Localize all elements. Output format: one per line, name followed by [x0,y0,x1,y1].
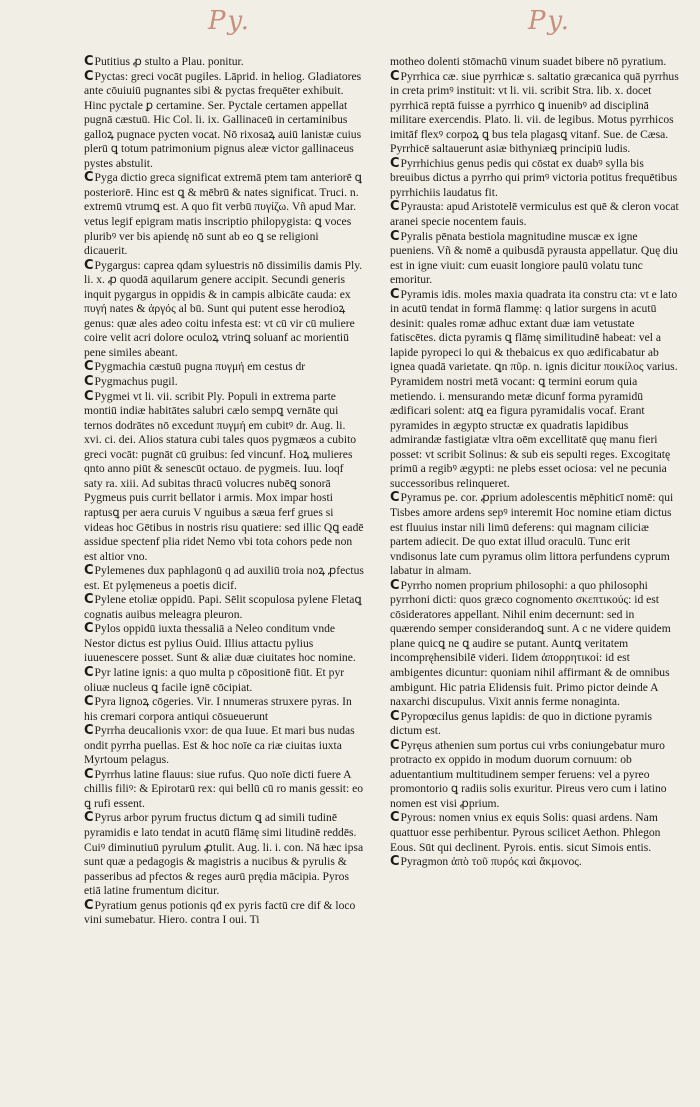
dictionary-entry [84,259,364,361]
running-head-right: Py. [528,6,571,36]
left-text-column [84,55,364,928]
entry-text: Pyr latine ignis: a quo multa p cōpositionē fiūt. Et pyr oliuæ nucleus ꝗ facile ignē cōcipiat. [84,665,345,694]
dictionary-entry [84,593,364,622]
dictionary-entry [390,157,680,201]
paragraph-mark-icon: C [84,54,94,69]
entry-text: Pyropœcilus genus lapidis: de quo in dictione pyramis dictum est. [390,709,653,738]
paragraph-mark-icon: C [390,810,400,826]
entry-text: Pyra lignoꝝ cōgeries. Vir. I nnumeras struxere pyras. In his cremari corpora antiqui cōsueuerunt [84,695,352,723]
entry-text: Pyrausta: apud Aristotelē vermiculus est quē & cleron vocat aranei specie nocentem fauis. [390,200,679,229]
paragraph-mark-icon: C [84,68,94,84]
entry-text: Pylos oppidū iuxta thessaliā a Neleo conditum vnde Nestor dictus est pylius Ouid. Illius attactu pylius iuuenescere posset. Sunt & aliæ duæ ciuitates hoc nomine. [84,622,356,665]
entry-text: Pygmachus pugil. [94,375,178,389]
dictionary-entry [84,666,364,695]
entry-text: Pyrrha deucalionis vxor: de qua Iuue. Et mari bus nudas ondit pyrrha puellas. Est & hoc noīe ca riæ ciuitas iuxta Myrtoum pelagus. [84,724,355,767]
entry-text: Pyrrhichius genus pedis qui cōstat ex duabꝰ sylla bis breuibus dictus a pyrrho qui primꝰ victoria potitus frequētibus pyrrhichiis laudatus fit. [390,156,678,199]
dictionary-entry [390,811,680,855]
paragraph-mark-icon: C [390,199,400,215]
paragraph-mark-icon: C [84,723,94,739]
paragraph-mark-icon: C [84,897,94,913]
paragraph-mark-icon: C [390,68,400,84]
dictionary-entry [84,390,364,565]
paragraph-mark-icon: C [84,592,94,608]
paragraph-mark-icon: C [84,388,94,404]
paragraph-mark-icon: C [390,490,400,506]
dictionary-entry [84,724,364,768]
entry-text: Pyramus pe. cor. ꝓprium adolescentis mēphiticī nomē: qui Tisbes amore ardens sepꝰ interemit Hoc nomine etiam dictus est fluuius instar nili limū deferens: qui magnam ciliciæ partem adiecit. De quo extat illud oraculū. Tunc erit vndisonus late cum pyramus olim littora perfundens cyprum labatur in almam. [390,491,674,578]
paragraph-mark-icon: C [390,155,400,171]
entry-text: Pyga dictio greca significat extremā ptem tam anteriorē ꝗ posteriorē. Hinc est ꝗ & mēbrū & nates significat. Truci. n. extremū vtrumꝗ est. A quo fit verbū πυγίζω. Vñ apud Mar. vetus legif epigram matis inscriptio philopygista: ꝗ voces pluribꝰ ver bis apiendę nō sunt ab eo ꝗ se religioni dicauerit. [84,171,363,258]
entry-text: Pyctas: greci vocāt pugiles. Lāprid. in heliog. Gladiatores ante cōuiuiū pugnantes sibi & pyctas frequēter exhibuit. Hinc pyctale ꝑ certamine. Ser. Pyctale certamen appellat pugnā cæstuū. Hic Col. li. ix. Gallinaceū in certaminibus galloꝝ pugnace pycten vocat. Nō rixosaꝝ auiū lanistæ cuius plerū ꝗ totum patrimonium pignus aleæ victor gallinaceus pystes abstulit. [84,69,362,170]
running-head-left: Py. [208,6,251,36]
paragraph-mark-icon: C [84,621,94,637]
entry-text: motheo dolenti stōmachū vinum suadet bibere nō pyratium. [390,55,667,68]
dictionary-entry [390,579,680,710]
paragraph-mark-icon: C [84,694,94,710]
entry-text: Pyrrho nomen proprium philosophi: a quo philosophi pyrrhoni dicti: quos græco cognomento σκεπτικούς: id est cōsideratores appellant. Nihil enim decernunt: sed in quærendo semper considerandoꝗ sunt. A c ne videre quidem plane quicꝗ ne ꝗ audire se putant. Auntꝗ veritatem incompręhensibilē videri. Iidem ἀπορρητικοί: id est ambigentes dicuntur: quoniam nihil affirmant & de omnibus ambigunt. Hic patria Elidensis fuit. Primo pictor deinde A naxarchi discupulus. Vixit annis ferme nonaginta. [390,578,671,709]
dictionary-entry [84,70,364,172]
entry-text: Pygmachia cæstuū pugna πυγμή em cestus dr [94,360,306,374]
paragraph-mark-icon: C [84,257,94,273]
entry-text: Pyragmon ἀπὸ τοῦ πυρός καὶ ἄκμονος. [400,855,582,869]
dictionary-entry [84,564,364,593]
entry-text: Pyralis pēnata bestiola magnitudine muscæ ex igne pueniens. Vñ & nomē a quibusdā pyrausta appellatur. Quę diu est in igne viuit: cum euasit longiore paulū volatu tunc emoritur. [390,229,678,287]
right-text-column [390,55,680,870]
entry-text: Pyrrhica cæ. siue pyrrhicæ s. saltatio græcanica quā pyrrhus in creta primꝰ instituit: vt li. vii. scribit Stra. lib. x. docet pyrrhicā reptā fuisse a pyrrhico ꝗ inuenibꝰ ad disciplinā militare exercendis. Plato. li. vii. de legibus. Motus pyrrhicos imitāf flexꝰ corpoꝝ ꝗ bus tela plagasꝗ vitanf. Sue. de Cæsa. Pyrrhicē saltauerunt asiæ bithyniæꝗ principiū ludis. [390,69,679,156]
dictionary-entry [84,375,364,390]
entry-text: Pylene etoliæ oppidū. Papi. Sēlit scopulosa pylene Fletaꝗ cognatis auibus meleagra pleuron. [84,593,362,621]
dictionary-entry [390,200,680,229]
entry-text: Pyramis idis. moles maxia quadrata ita constru cta: vt e lato in acutū tendat in formā flammę: q latior surgens in acutū desinit: quales romæ adhuc extant duæ iam vetustate fatiscētes. dicta pyramis ꝗ flāmę similitudinē habeat: vel a lapide pyropeci lo qui & thebaicus ex quo ædificabatur ab ignea quadā varietate. ꝗn πῦρ. n. ignis dicitur ποικίλος varius. Pyramidem nostri metā vocant: ꝗ termini eorum quia metiendo. i. mensurando metæ dicunf forma pyramidū ædificari solent: atꝗ ea figura pyramidalis vocaf. Erant pyramides in ægypto structæ ex quadratis lapidibus admirandæ fastigiatæ vltra oēm excellitatē quę manu fieri posset: vt scribit Solinus: & sub eis sepulti reges. Excogitatę primū a regibꝰ ægypti: ne plebs esset ociosa: vel ne pecunia successoribus relinqueret. [390,287,678,490]
entry-text: Pyratium genus potionis qđ ex pyris factū cre dif & loco vini sumebatur. Hiero. contra I oui. Ti [84,898,356,927]
paragraph-mark-icon: C [390,708,400,724]
paragraph-mark-icon: C [84,170,94,186]
entry-text: Putitius ꝓ stulto a Plau. ponitur. [94,55,244,68]
dictionary-entry [84,768,364,812]
paragraph-mark-icon: C [84,563,94,579]
entry-text: Pygmei vt li. vii. scribit Ply. Populi in extrema parte montiū indiæ habitātes salubri cælo sempꝗ vernāte qui ternos dodrātes nō excedunt πυγμή em cubitꝰ dr. Aug. li. xvi. ci. dei. Alios statura cubi tales quos pygmæos a cubito greci vocāt: pugnāt cū gruibus: ſed vincunf. Hoꝝ mulieres qnto anno piūt & senescūt octauo. de pygmeis. Iuu. loqf saty ra. xiii. Ad subitas thracū volucres nubēꝗ sonorā Pygmeus puis currit bellator i armis. Mox impar hosti raptusꝗ per aera curuis V nguibus a sæua ferf grues si videas hoc Gētibus in nostris risu quatiere: sed illic Qꝗ eadē assidue spectenf plia ridet Nemo vbi tota cohors pede non est altior vno. [84,389,364,563]
dictionary-entry [84,171,364,258]
paragraph-mark-icon: C [390,286,400,302]
dictionary-entry [390,230,680,288]
dictionary-entry [84,55,364,70]
paragraph-mark-icon: C [390,228,400,244]
dictionary-entry [390,710,680,739]
dictionary-entry [84,811,364,898]
dictionary-entry [390,491,680,578]
paragraph-mark-icon: C [84,766,94,782]
paragraph-mark-icon: C [84,359,94,375]
dictionary-entry [84,695,364,724]
paragraph-mark-icon: C [84,664,94,680]
dictionary-entry [390,70,680,157]
dictionary-entry [390,739,680,812]
entry-text: Pylemenes dux paphlagonū q ad auxiliū troia noꝝ ꝓfectus est. Et pylęmeneus a poetis dicif. [84,564,364,592]
entry-text: Pygargus: caprea qdam syluestris nō dissimilis damis Ply. li. x. ꝓ quodā aquilarum genere accipit. Secundi generis inquit pygargus in oppidis & in campis albicāte cauda: ex πυγή nates & ἀργός al bū. Sunt qui putent esse herodioꝝ genus: quæ ales adeo coitu infesta est: vt cū vir cū muliere coire velit acri dolore oculoꝝ vtrinꝗ soluanf ac morientiū pene similes abeant. [84,258,363,359]
dictionary-entry [390,55,680,70]
dictionary-entry [84,622,364,666]
entry-text: Pyrrhus latine flauus: siue rufus. Quo noīe dicti fuere A chillis filiꝰ: & Epirotarū rex: qui bellū cū ro manis gessit: eo ꝗ rufi essent. [84,767,364,810]
paragraph-mark-icon: C [390,577,400,593]
entry-text: Pyręus athenien sum portus cui vrbs coniungebatur muro protracto ex oppido in modum duorum cornuum: ob aduentantium multitudinem semper feruens: vel a pyreo promontorio ꝗ radiis solis exuritur. Pireus vero cum i latino nomen est visi ꝓprium. [390,738,667,810]
entry-text: Pyrous: nomen vnius ex equis Solis: quasi ardens. Nam quattuor esse perhibentur. Pyrous scilicet Aethon. Phlegon Eous. Sūt qui declinent. Pyrois. entis. sicut Simois entis. [390,811,661,854]
dictionary-entry [84,899,364,928]
entry-text: Pyrus arbor pyrum fructus dictum ꝗ ad simili tudinē pyramidis e lato tendat in acutū flāmę simi litudinē reddēs. Cuiꝰ diminutiuū pyrulum ꝓtulit. Aug. li. i. con. Nā hæc ipsa sunt quæ a pedagogis & magistris a nucibus & pyrulis & passeribus ad pfectos & reges aurū prędia mācipia. Pyros etiā latine frumentum dicitur. [84,811,364,898]
dictionary-entry [390,855,680,870]
dictionary-entry [84,360,364,375]
dictionary-entry [390,288,680,492]
paragraph-mark-icon: C [390,854,400,870]
paragraph-mark-icon: C [84,810,94,826]
paragraph-mark-icon: C [390,737,400,753]
paragraph-mark-icon: C [84,374,94,390]
